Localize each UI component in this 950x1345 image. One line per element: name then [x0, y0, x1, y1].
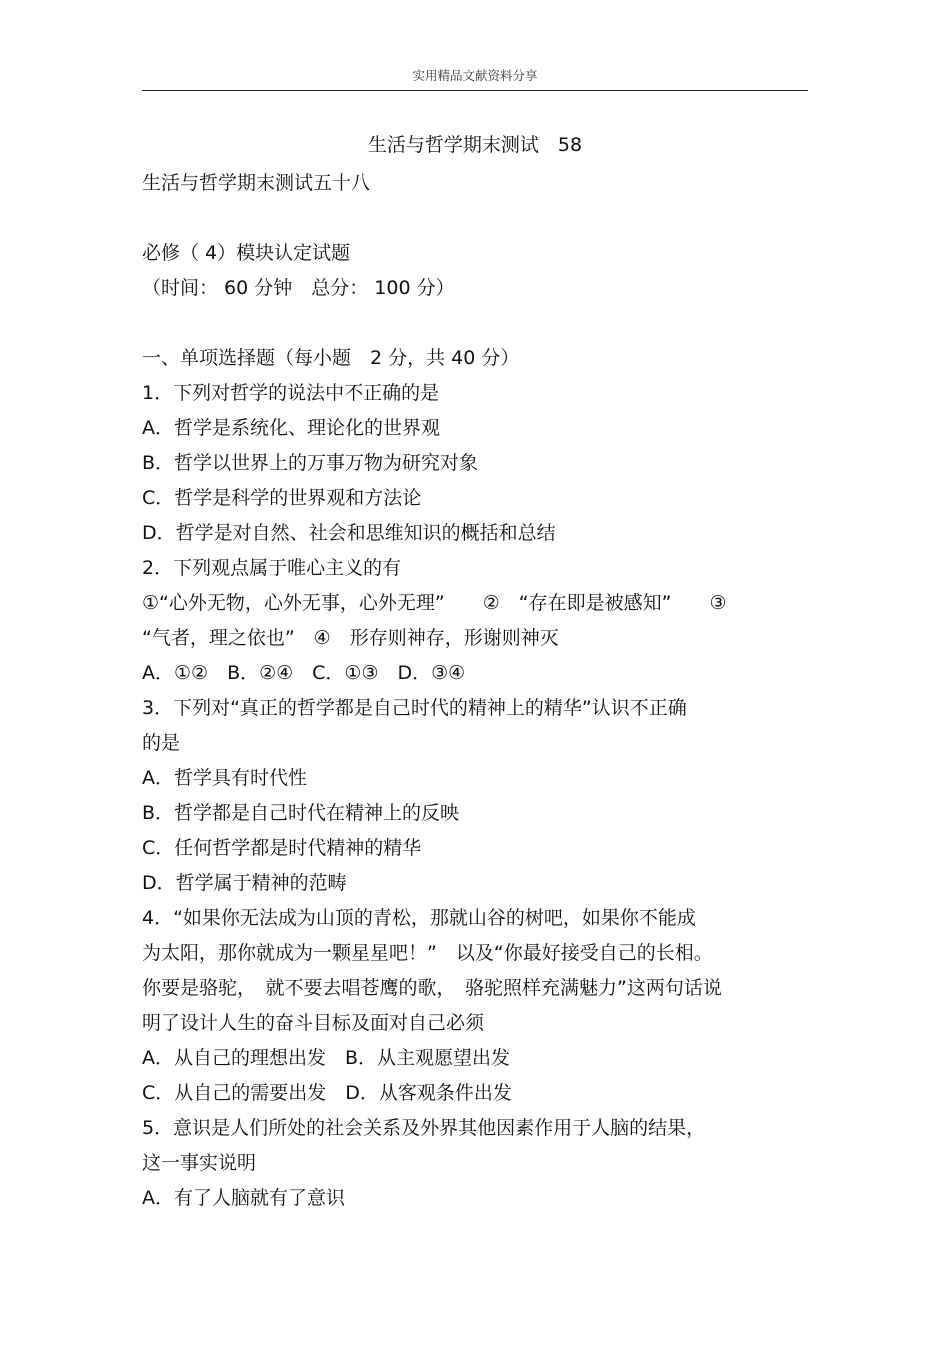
text-line: A．从自己的理想出发 B．从主观愿望出发 — [142, 1047, 511, 1069]
text-line: 2．下列观点属于唯心主义的有 — [142, 557, 402, 579]
text-line: 明了设计人生的奋斗目标及面对自己必须 — [142, 1012, 485, 1034]
text-line: “气者，理之依也” ④ 形存则神存，形谢则神灭 — [142, 627, 559, 649]
text-line: 4．“如果你无法成为山顶的青松，那就山谷的树吧，如果你不能成 — [142, 907, 696, 929]
text-line: C．任何哲学都是时代精神的精华 — [142, 837, 422, 859]
text-line: 3．下列对“真正的哲学都是自己时代的精神上的精华”认识不正确 — [142, 697, 687, 719]
text-line: 你要是骆驼， 就不要去唱苍鹰的歌， 骆驼照样充满魅力”这两句话说 — [142, 977, 722, 999]
text-line: D．哲学属于精神的范畴 — [142, 872, 347, 894]
text-line: 为太阳，那你就成为一颗星星吧！” 以及“你最好接受自己的长相。 — [142, 942, 713, 964]
text-line: 生活与哲学期末测试五十八 — [142, 172, 371, 194]
document-title: 生活与哲学期末测试 58 — [367, 134, 583, 156]
text-line: B．哲学都是自己时代在精神上的反映 — [142, 802, 460, 824]
text-line: 这一事实说明 — [142, 1152, 257, 1174]
text-line: A．哲学具有时代性 — [142, 767, 307, 789]
text-line: A．①② B．②④ C．①③ D．③④ — [142, 662, 466, 684]
text-line: 5．意识是人们所处的社会关系及外界其他因素作用于人脑的结果， — [142, 1117, 706, 1139]
text-line: 必修（ 4）模块认定试题 — [142, 242, 351, 264]
document-body — [142, 166, 808, 1216]
text-line: 的是 — [142, 732, 181, 754]
text-line: 一、单项选择题（每小题 2 分，共 40 分） — [142, 347, 520, 369]
header-divider — [142, 90, 808, 91]
text-line: A．有了人脑就有了意识 — [142, 1187, 345, 1209]
running-header: 实用精品文献资料分享 — [412, 68, 538, 83]
text-line: ①“心外无物，心外无事，心外无理” ② “存在即是被感知” ③ — [142, 592, 727, 614]
text-line: （时间： 60 分钟 总分： 100 分） — [142, 277, 455, 299]
text-line: A．哲学是系统化、理论化的世界观 — [142, 417, 440, 439]
text-line: C．从自己的需要出发 D．从客观条件出发 — [142, 1082, 512, 1104]
text-line: B．哲学以世界上的万事万物为研究对象 — [142, 452, 479, 474]
text-line: C．哲学是科学的世界观和方法论 — [142, 487, 422, 509]
text-line: 1．下列对哲学的说法中不正确的是 — [142, 382, 440, 404]
text-line: D．哲学是对自然、社会和思维知识的概括和总结 — [142, 522, 556, 544]
